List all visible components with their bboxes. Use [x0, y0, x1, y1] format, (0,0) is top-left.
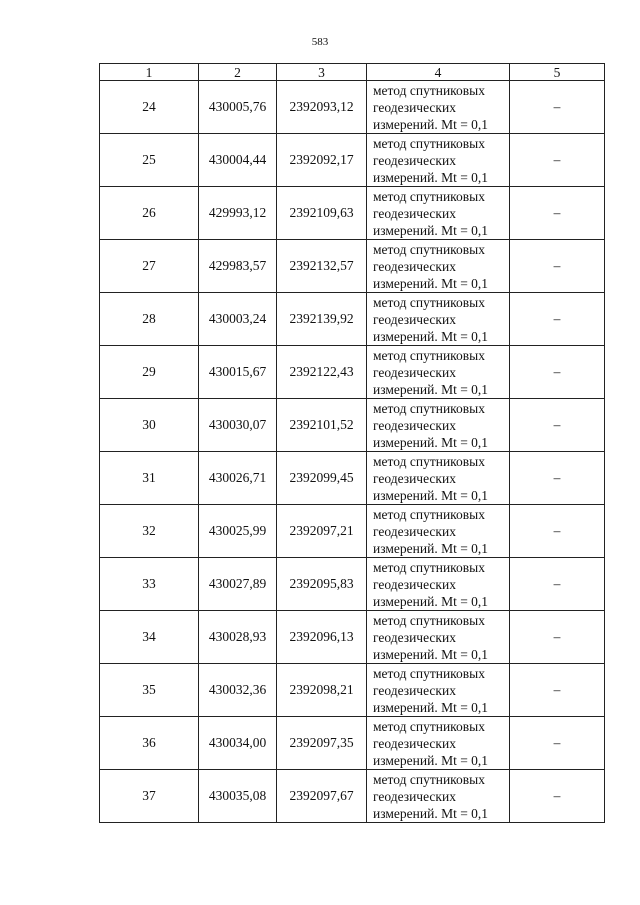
method-line-2: геодезических	[373, 205, 456, 221]
coord-y: 2392099,45	[277, 452, 367, 505]
coord-y: 2392095,83	[277, 558, 367, 611]
coord-y: 2392122,43	[277, 346, 367, 399]
coord-x: 430015,67	[199, 346, 277, 399]
coord-x: 430004,44	[199, 134, 277, 187]
col5-value: –	[510, 240, 605, 293]
coord-x: 430034,00	[199, 717, 277, 770]
coord-x: 430003,24	[199, 293, 277, 346]
method-line-1: метод спутниковых	[373, 294, 485, 310]
coord-x: 430030,07	[199, 399, 277, 452]
method-line-1: метод спутниковых	[373, 559, 485, 575]
table-row	[100, 134, 605, 187]
point-number: 34	[100, 611, 199, 664]
coord-x: 430032,36	[199, 664, 277, 717]
page-number: 583	[311, 36, 329, 48]
coord-x: 430026,71	[199, 452, 277, 505]
method-line-1: метод спутниковых	[373, 612, 485, 628]
method-description	[367, 399, 510, 452]
method-line-2: геодезических	[373, 417, 456, 433]
method-line-3: измерений. Mt = 0,1	[373, 593, 489, 609]
header-col-4: 4	[367, 64, 510, 81]
coord-y: 2392092,17	[277, 134, 367, 187]
point-number: 26	[100, 187, 199, 240]
coord-x: 430027,89	[199, 558, 277, 611]
table-body	[100, 81, 605, 823]
method-line-3: измерений. Mt = 0,1	[373, 222, 489, 238]
method-line-1: метод спутниковых	[373, 453, 485, 469]
method-description	[367, 611, 510, 664]
point-number: 27	[100, 240, 199, 293]
coord-y: 2392098,21	[277, 664, 367, 717]
method-line-1: метод спутниковых	[373, 400, 485, 416]
method-line-2: геодезических	[373, 311, 456, 327]
method-description	[367, 664, 510, 717]
col5-value: –	[510, 293, 605, 346]
method-description	[367, 187, 510, 240]
point-number: 31	[100, 452, 199, 505]
table-row	[100, 717, 605, 770]
coordinates-table	[99, 63, 605, 823]
coord-x: 430028,93	[199, 611, 277, 664]
method-line-2: геодезических	[373, 682, 456, 698]
method-description	[367, 293, 510, 346]
table-row	[100, 81, 605, 134]
method-line-3: измерений. Mt = 0,1	[373, 275, 489, 291]
method-description	[367, 134, 510, 187]
coord-y: 2392097,67	[277, 770, 367, 823]
col5-value: –	[510, 452, 605, 505]
method-line-3: измерений. Mt = 0,1	[373, 805, 489, 821]
method-description	[367, 770, 510, 823]
method-line-2: геодезических	[373, 629, 456, 645]
method-line-1: метод спутниковых	[373, 82, 485, 98]
method-line-3: измерений. Mt = 0,1	[373, 381, 489, 397]
coord-y: 2392096,13	[277, 611, 367, 664]
point-number: 36	[100, 717, 199, 770]
table-row	[100, 452, 605, 505]
method-line-3: измерений. Mt = 0,1	[373, 116, 489, 132]
method-line-2: геодезических	[373, 470, 456, 486]
method-line-3: измерений. Mt = 0,1	[373, 540, 489, 556]
method-description	[367, 452, 510, 505]
method-line-3: измерений. Mt = 0,1	[373, 328, 489, 344]
point-number: 25	[100, 134, 199, 187]
method-line-1: метод спутниковых	[373, 188, 485, 204]
coord-x: 429993,12	[199, 187, 277, 240]
table-row	[100, 505, 605, 558]
col5-value: –	[510, 611, 605, 664]
method-description	[367, 81, 510, 134]
col5-value: –	[510, 664, 605, 717]
method-line-3: измерений. Mt = 0,1	[373, 699, 489, 715]
coord-y: 2392097,35	[277, 717, 367, 770]
point-number: 33	[100, 558, 199, 611]
col5-value: –	[510, 505, 605, 558]
method-description	[367, 346, 510, 399]
method-line-2: геодезических	[373, 523, 456, 539]
method-line-3: измерений. Mt = 0,1	[373, 646, 489, 662]
coord-x: 429983,57	[199, 240, 277, 293]
method-line-2: геодезических	[373, 364, 456, 380]
header-col-5: 5	[510, 64, 605, 81]
method-line-1: метод спутниковых	[373, 241, 485, 257]
col5-value: –	[510, 770, 605, 823]
point-number: 30	[100, 399, 199, 452]
point-number: 32	[100, 505, 199, 558]
header-col-1: 1	[100, 64, 199, 81]
point-number: 24	[100, 81, 199, 134]
coord-y: 2392139,92	[277, 293, 367, 346]
col5-value: –	[510, 558, 605, 611]
table-row	[100, 664, 605, 717]
header-col-2: 2	[199, 64, 277, 81]
table-row	[100, 558, 605, 611]
table-row	[100, 770, 605, 823]
method-line-3: измерений. Mt = 0,1	[373, 169, 489, 185]
table-row	[100, 240, 605, 293]
point-number: 28	[100, 293, 199, 346]
method-line-3: измерений. Mt = 0,1	[373, 752, 489, 768]
method-description	[367, 505, 510, 558]
table-row	[100, 187, 605, 240]
method-line-2: геодезических	[373, 576, 456, 592]
method-line-1: метод спутниковых	[373, 347, 485, 363]
coord-y: 2392132,57	[277, 240, 367, 293]
method-line-1: метод спутниковых	[373, 771, 485, 787]
method-line-3: измерений. Mt = 0,1	[373, 434, 489, 450]
coord-y: 2392093,12	[277, 81, 367, 134]
coord-y: 2392101,52	[277, 399, 367, 452]
col5-value: –	[510, 346, 605, 399]
col5-value: –	[510, 134, 605, 187]
method-line-1: метод спутниковых	[373, 665, 485, 681]
point-number: 29	[100, 346, 199, 399]
coord-x: 430025,99	[199, 505, 277, 558]
table-row	[100, 399, 605, 452]
method-line-1: метод спутниковых	[373, 506, 485, 522]
method-line-2: геодезических	[373, 152, 456, 168]
method-line-2: геодезических	[373, 788, 456, 804]
coord-x: 430035,08	[199, 770, 277, 823]
coord-x: 430005,76	[199, 81, 277, 134]
point-number: 37	[100, 770, 199, 823]
method-description	[367, 240, 510, 293]
col5-value: –	[510, 81, 605, 134]
table-row	[100, 346, 605, 399]
header-col-3: 3	[277, 64, 367, 81]
method-description	[367, 717, 510, 770]
col5-value: –	[510, 187, 605, 240]
method-line-2: геодезических	[373, 258, 456, 274]
method-line-2: геодезических	[373, 735, 456, 751]
method-line-1: метод спутниковых	[373, 718, 485, 734]
col5-value: –	[510, 717, 605, 770]
method-line-2: геодезических	[373, 99, 456, 115]
table-row	[100, 293, 605, 346]
coord-y: 2392097,21	[277, 505, 367, 558]
method-line-1: метод спутниковых	[373, 135, 485, 151]
col5-value: –	[510, 399, 605, 452]
point-number: 35	[100, 664, 199, 717]
coord-y: 2392109,63	[277, 187, 367, 240]
table-header-row	[100, 64, 605, 81]
method-line-3: измерений. Mt = 0,1	[373, 487, 489, 503]
table-row	[100, 611, 605, 664]
method-description	[367, 558, 510, 611]
